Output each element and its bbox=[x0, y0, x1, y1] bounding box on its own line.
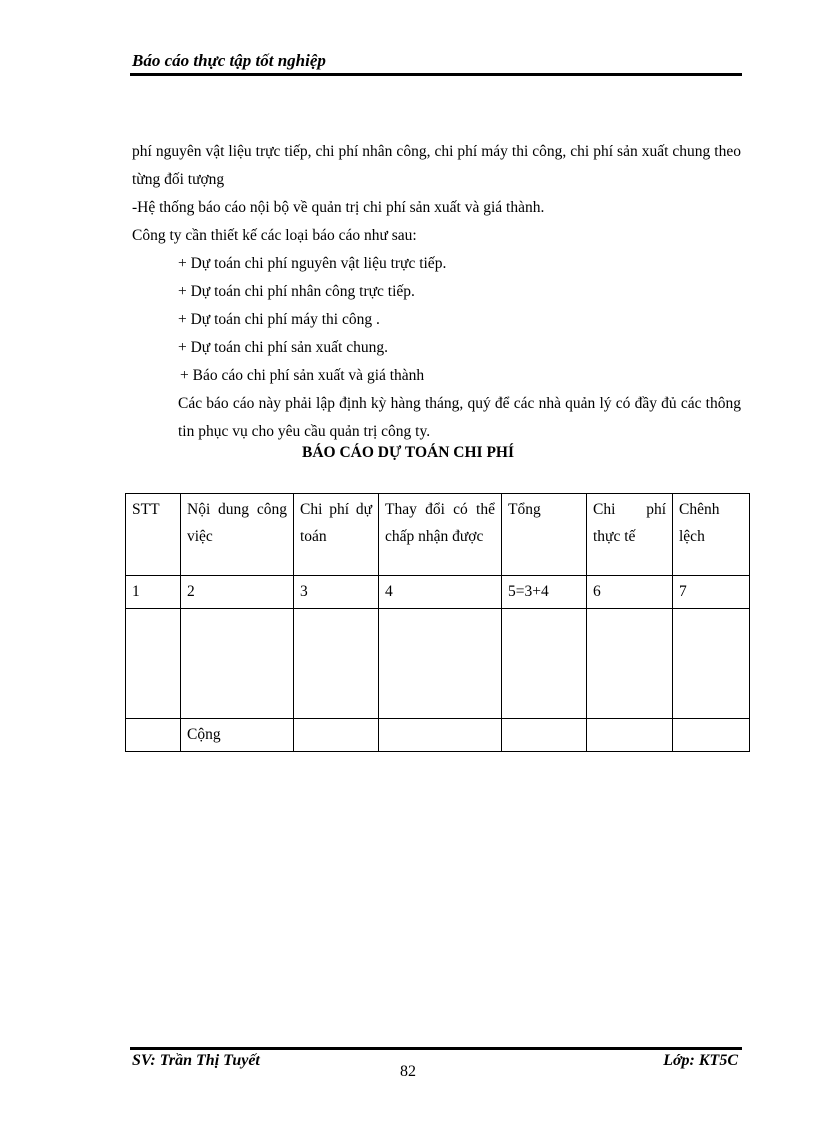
list-item: + Dự toán chi phí sản xuất chung. bbox=[178, 339, 388, 356]
header-cell-variance: Chênh lệch bbox=[673, 494, 750, 576]
footer-class: Lớp: KT5C bbox=[663, 1052, 738, 1069]
table-cell bbox=[126, 719, 181, 752]
table-cell: 3 bbox=[294, 576, 379, 609]
table-cell bbox=[379, 719, 502, 752]
table-cell: 5=3+4 bbox=[502, 576, 587, 609]
list-item: + Dự toán chi phí nguyên vật liệu trực tiếp. bbox=[178, 255, 447, 272]
header-title: Báo cáo thực tập tốt nghiệp bbox=[132, 51, 326, 70]
table-number-row bbox=[126, 576, 750, 609]
table-cell: 6 bbox=[587, 576, 673, 609]
header-cell-content: Nội dung công việc bbox=[181, 494, 294, 576]
table-header-row bbox=[126, 494, 750, 576]
table-cell bbox=[126, 609, 181, 719]
table-empty-row bbox=[126, 609, 750, 719]
table-cell bbox=[294, 719, 379, 752]
paragraph-periodic-text: Các báo cáo này phải lập định kỳ hàng tháng, quý để các nhà quản lý có đầy đủ các thông tin phục vụ cho yêu cầu quản trị công ty. bbox=[178, 395, 741, 440]
list-item: + Báo cáo chi phí sản xuất và giá thành bbox=[180, 367, 425, 384]
paragraph-periodic bbox=[132, 390, 741, 446]
company-design-line: Công ty cần thiết kế các loại báo cáo như sau: bbox=[132, 227, 417, 244]
header-cell-total: Tổng bbox=[502, 494, 587, 576]
paragraph-costs: phí nguyên vật liệu trực tiếp, chi phí nhân công, chi phí máy thi công, chi phí sản xuất chung theo từng đối tượng bbox=[132, 143, 741, 188]
list-item: + Dự toán chi phí nhân công trực tiếp. bbox=[178, 283, 415, 300]
report-title: BÁO CÁO DỰ TOÁN CHI PHÍ bbox=[302, 444, 514, 461]
table-cell: 2 bbox=[181, 576, 294, 609]
table-cell bbox=[587, 719, 673, 752]
table-cell bbox=[673, 609, 750, 719]
table-cell bbox=[181, 609, 294, 719]
cost-estimate-table bbox=[125, 493, 750, 752]
internal-report-line: -Hệ thống báo cáo nội bộ về quản trị chi phí sản xuất và giá thành. bbox=[132, 199, 545, 216]
header-cell-change: Thay đổi có thể chấp nhận được bbox=[379, 494, 502, 576]
header-cell-estimate: Chi phí dự toán bbox=[294, 494, 379, 576]
table-cell: 4 bbox=[379, 576, 502, 609]
header-cell-actual: Chi phí thực tế bbox=[587, 494, 673, 576]
table-total-row bbox=[126, 719, 750, 752]
table-cell: 1 bbox=[126, 576, 181, 609]
table-cell: 7 bbox=[673, 576, 750, 609]
footer-student: SV: Trần Thị Tuyết bbox=[132, 1052, 260, 1069]
table-cell bbox=[294, 609, 379, 719]
table-cell bbox=[502, 609, 587, 719]
header-rule bbox=[130, 73, 742, 76]
table-cell bbox=[587, 609, 673, 719]
page-number: 82 bbox=[400, 1063, 416, 1080]
table-cell bbox=[502, 719, 587, 752]
footer-rule bbox=[130, 1047, 742, 1050]
total-label: Cộng bbox=[181, 719, 294, 752]
body-text bbox=[132, 138, 741, 446]
table-cell bbox=[379, 609, 502, 719]
list-item: + Dự toán chi phí máy thi công . bbox=[178, 311, 380, 328]
header-cell-stt: STT bbox=[126, 494, 181, 576]
table-cell bbox=[673, 719, 750, 752]
